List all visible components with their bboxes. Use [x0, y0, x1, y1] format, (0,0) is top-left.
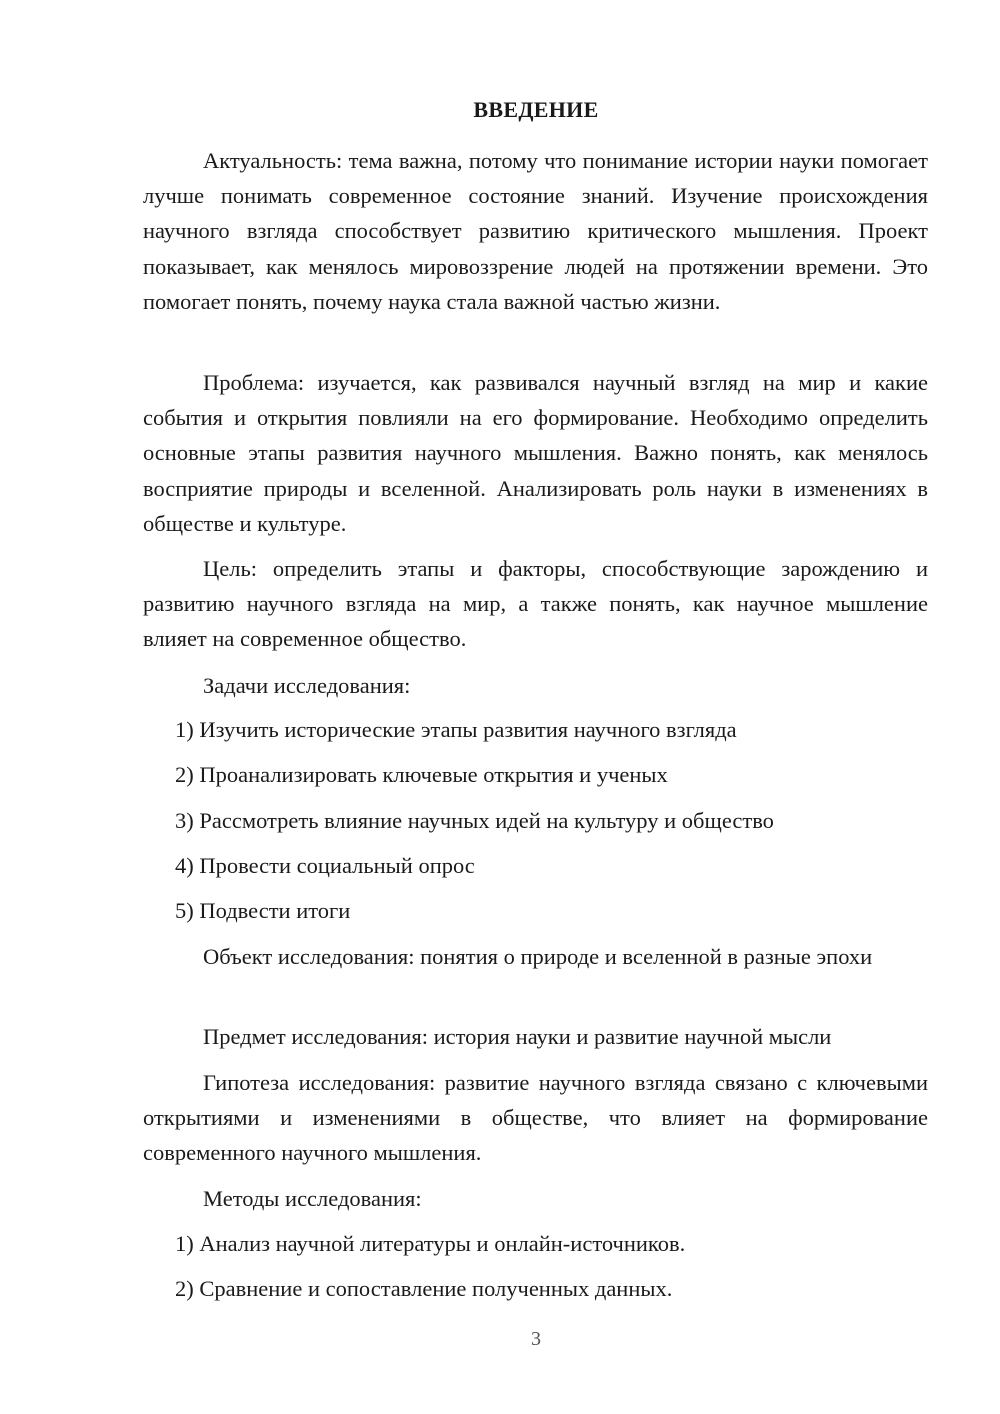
- tasks-heading: Задачи исследования:: [203, 673, 411, 698]
- hypothesis-paragraph: Гипотеза исследования: развитие научного взгляда связано с ключевыми открытиями и изменениями в обществе, что влияет на формирование современного научного мышления.: [143, 1070, 928, 1166]
- goal-paragraph: Цель: определить этапы и факторы, способствующие зарождению и развитию научного взгляда на мир, а также понять, как научное мышление влияет на современное общество.: [143, 556, 928, 652]
- list-item: 3) Рассмотреть влияние научных идей на культуру и общество: [175, 808, 774, 833]
- page-title: ВВЕДЕНИЕ: [473, 97, 599, 122]
- page-number: 3: [531, 1328, 541, 1350]
- problem-paragraph: Проблема: изучается, как развивался научный взгляд на мир и какие события и открытия повлияли на его формирование. Необходимо определить основные этапы развития научного мышления. Важно понять, как менялось восприятие природы и вселенной. Анализировать роль науки в изменениях в обществе и культуре.: [143, 370, 928, 536]
- subject-line: Предмет исследования: история науки и развитие научной мысли: [203, 1024, 832, 1049]
- list-item: 2) Сравнение и сопоставление полученных данных.: [175, 1276, 673, 1301]
- list-item: 2) Проанализировать ключевые открытия и ученых: [175, 762, 668, 787]
- list-item: 5) Подвести итоги: [175, 898, 351, 923]
- relevance-paragraph: Актуальность: тема важна, потому что понимание истории науки помогает лучше понимать современное состояние знаний. Изучение происхождения научного взгляда способствует развитию критического мышления. Проект показывает, как менялось мировоззрение людей на протяжении времени. Это помогает понять, почему наука стала важной частью жизни.: [143, 148, 928, 314]
- object-paragraph: Объект исследования: понятия о природе и вселенной в разные эпохи: [203, 944, 873, 969]
- list-item: 1) Изучить исторические этапы развития научного взгляда: [175, 717, 737, 742]
- list-item: 4) Провести социальный опрос: [175, 853, 475, 878]
- list-item: 1) Анализ научной литературы и онлайн-источников.: [175, 1231, 686, 1256]
- methods-heading: Методы исследования:: [203, 1186, 422, 1211]
